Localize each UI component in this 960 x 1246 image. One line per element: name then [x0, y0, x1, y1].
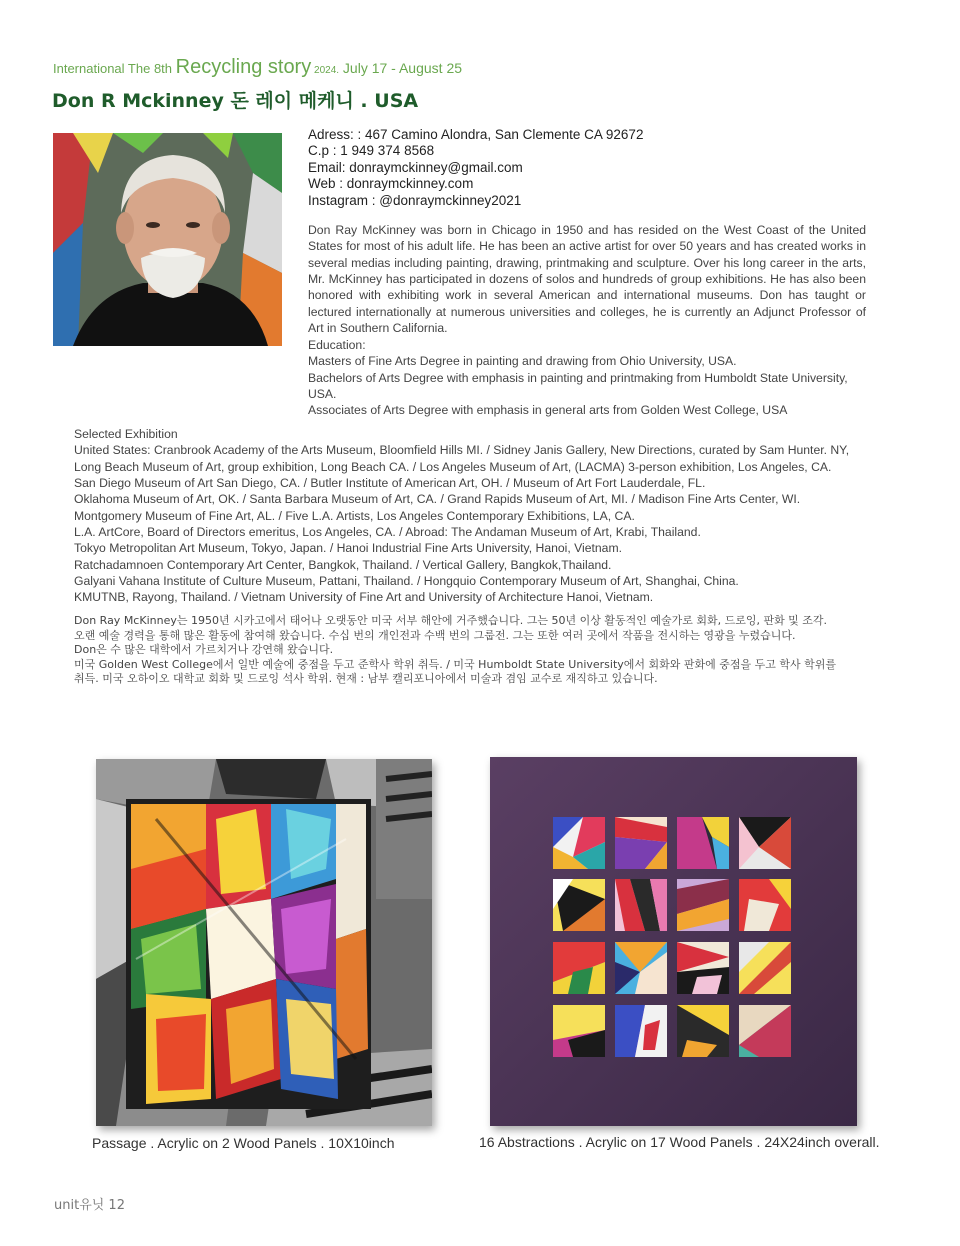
- instagram-text: Instagram : @donraymckinney2021: [308, 192, 522, 208]
- education-masters: Masters of Fine Arts Degree in painting and drawing from Ohio University, USA.: [308, 354, 737, 369]
- artist-bio: Don Ray McKinney was born in Chicago in 1950 and has resided on the West Coast of the United States for most of his adult life. He has been an active artist for over 50 years and has created works in several medias including painting, drawing, printmaking and sculpture. Over his long career in the arts, Mr. McKinney has participated in dozens of solos and hundreds of group exhibitions. He has also been honored with exhibiting work in several American and international museums. Don has taught or lectured internationally at numerous universities and colleges, he is currently an Adjunct Professor of Art in Southern California.: [308, 223, 866, 336]
- artist-portrait: [53, 133, 282, 346]
- event-name: Recycling story: [175, 56, 312, 78]
- korean-line: 취득. 미국 오하이오 대학교 회화 및 드로잉 석사 학위. 현재 : 남부 캘리포니아에서 미술과 겸임 교수로 재직하고 있습니다.: [74, 672, 658, 686]
- education-associates: Associates of Arts Degree with emphasis in general arts from Golden West College, USA: [308, 403, 788, 418]
- exhibition-line: L.A. ArtCore, Board of Directors emeritus, Los Angeles, CA. / Abroad: The Andaman Museum of Art, Krabi, Thailand.: [74, 525, 701, 540]
- korean-bio: [74, 614, 904, 687]
- exhibition-line: Montgomery Museum of Fine Art, AL. / Five L.A. Artists, Los Angeles Contemporary Exhibitions, LA, CA.: [74, 508, 635, 523]
- event-header: [53, 56, 462, 79]
- korean-line: 미국 Golden West College에서 일반 예술에 중점을 두고 준학사 학위 취득. / 미국 Humboldt State University에서 회화와 판화에 중점을 두고 학사 학위를: [74, 657, 837, 671]
- education-heading: Education:: [308, 338, 366, 352]
- exhibition-line: Galyani Vahana Institute of Culture Museum, Pattani, Thailand. / Hongquio Contemporary Museum of Art, Shanghai, China.: [74, 574, 739, 589]
- exhibition-heading: Selected Exhibition: [74, 427, 178, 441]
- artwork-16-abstractions: [490, 757, 857, 1126]
- event-dates: July 17 - August 25: [339, 60, 463, 76]
- education-block: [308, 337, 868, 419]
- korean-line: Don Ray McKinney는 1950년 시카고에서 태어나 오랫동안 미국 서부 해안에 거주했습니다. 그는 50년 이상 활동적인 예술가로 회화, 드로잉, 판화 및 조각.: [74, 614, 828, 627]
- exhibition-line: San Diego Museum of Art San Diego, CA. / Butler Institute of American Art, OH. / Museum of Art Fort Lauderdale, FL.: [74, 476, 706, 491]
- korean-line: Don은 수 많은 대학에서 가르치거나 강연해 왔습니다.: [74, 643, 334, 657]
- exhibition-line: KMUTNB, Rayong, Thailand. / Vietnam University of Fine Art and University of Architecture Hanoi, Vietnam.: [74, 590, 654, 605]
- artist-title: Don R Mckinney 돈 레이 메케니 . USA: [52, 90, 419, 112]
- event-prefix: International The 8th: [53, 61, 176, 76]
- web-text: Web : donraymckinney.com: [308, 176, 474, 192]
- exhibition-line: Long Beach Museum of Art, group exhibition, Long Beach CA. / Los Angeles Museum of Art, (LACMA) 3-person exhibition, Los Angeles, CA.: [74, 459, 832, 474]
- address-text: Adress: : 467 Camino Alondra, San Clemente CA 92672: [308, 127, 644, 142]
- education-bachelors: Bachelors of Arts Degree with emphasis in painting and printmaking from Humboldt State University, USA.: [308, 370, 848, 402]
- exhibition-line: United States: Cranbrook Academy of the Arts Museum, Bloomfield Hills MI. / Sidney Janis Gallery, New Directions, curated by Sam Hunter. NY,: [74, 443, 850, 458]
- korean-line: 오랜 예술 경력을 통해 많은 활동에 참여해 왔습니다. 수십 번의 개인전과 수백 번의 그룹전. 그는 또한 여러 곳에서 작품을 전시하는 영광을 누렸습니다.: [74, 628, 796, 642]
- exhibition-line: Ratchadamnoen Contemporary Art Center, Bangkok, Thailand. / Vertical Gallery, Bangkok,Thailand.: [74, 557, 612, 572]
- artwork-caption: Passage . Acrylic on 2 Wood Panels . 10X10inch: [92, 1135, 395, 1151]
- exhibition-block: [74, 426, 894, 606]
- phone-text: C.p : 1 949 374 8568: [308, 143, 435, 159]
- exhibition-line: Oklahoma Museum of Art, OK. / Santa Barbara Museum of Art, CA. / Grand Rapids Museum of Art, MI. / Madison Fine Arts Center, WI.: [74, 492, 801, 507]
- artwork-passage: [96, 759, 432, 1126]
- email-text: Email: donraymckinney@gmail.com: [308, 159, 523, 175]
- artwork-caption: 16 Abstractions . Acrylic on 17 Wood Panels . 24X24inch overall.: [479, 1134, 880, 1150]
- page-footer: unit유닛 12: [54, 1198, 125, 1213]
- exhibition-line: Tokyo Metropolitan Art Museum, Tokyo, Japan. / Hanoi Industrial Fine Arts University, Hanoi, Vietnam.: [74, 541, 623, 556]
- contact-block: [308, 127, 643, 209]
- event-year: 2024.: [311, 65, 340, 76]
